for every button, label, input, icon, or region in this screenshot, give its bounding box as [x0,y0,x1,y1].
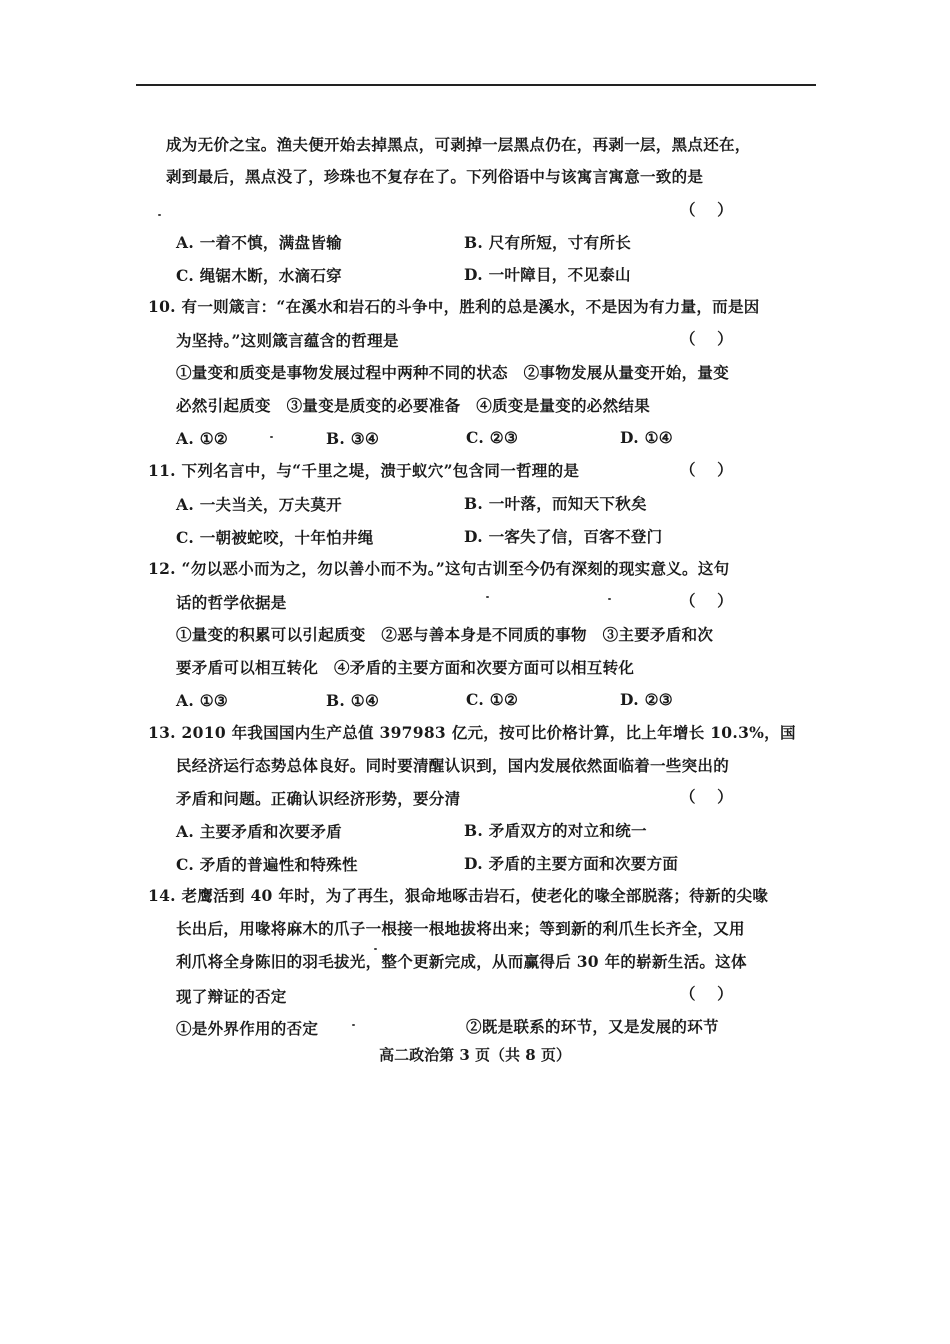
q10-stem-line-1: 10. 有一则箴言：“在溪水和岩石的斗争中，胜利的总是溪水，不是因为有力量，而是因 [148,297,760,316]
q13-option-d: D. 矛盾的主要方面和次要方面 [464,854,679,873]
header-rule [136,84,816,86]
scan-speck [608,598,611,600]
q10-option-d: D. ①④ [620,428,673,447]
q9-option-d: D. 一叶障目，不见泰山 [464,265,631,284]
q12-stem-line-1: 12. “勿以恶小而为之，勿以善小而不为。”这句古训至今仍有深刻的现实意义。这句 [148,559,730,578]
q10-statements-line-1: ①量变和质变是事物发展过程中两种不同的状态 ②事物发展从量变开始，量变 [176,363,730,382]
q13-option-c: C. 矛盾的普遍性和特殊性 [176,855,358,874]
q13-option-a: A. 主要矛盾和次要矛盾 [176,822,342,841]
q10-option-c: C. ②③ [466,428,519,447]
q11-option-b: B. 一叶落，而知天下秋矣 [464,494,647,513]
q14-stem-line-1: 14. 老鹰活到 40 年时，为了再生，狠命地啄击岩石，使老化的喙全部脱落；待新的尖喙 [148,886,769,905]
scan-speck [352,1024,355,1026]
q13-stem-line-1: 13. 2010 年我国国内生产总值 397983 亿元，按可比价格计算，比上年增长 10.3%，国 [148,723,796,742]
q9-option-c: C. 绳锯木断，水滴石穿 [176,266,342,285]
q12-statements-line-2: 要矛盾可以相互转化 ④矛盾的主要方面和次要方面可以相互转化 [176,658,635,677]
q9-text-line-1: 成为无价之宝。渔夫便开始去掉黑点，可剥掉一层黑点仍在，再剥一层，黑点还在， [166,135,751,154]
q14-statement-2: ②既是联系的环节，又是发展的环节 [466,1017,719,1036]
scan-speck [374,948,377,950]
q13-stem-line-3: 矛盾和问题。正确认识经济形势，要分清 [176,789,461,808]
scan-speck [270,436,273,438]
q12-option-a: A. ①③ [176,691,229,710]
q10-answer-blank: （ ） [680,329,733,348]
q12-option-c: C. ①② [466,690,519,709]
scan-speck [158,214,161,216]
q10-statements-line-2: 必然引起质变 ③量变是质变的必要准备 ④质变是量变的必然结果 [176,396,651,415]
q12-answer-blank: （ ） [680,591,733,610]
q14-answer-blank: （ ） [680,984,733,1003]
q10-option-a: A. ①② [176,429,229,448]
q14-stem-line-2: 长出后，用喙将麻木的爪子一根接一根地拔将出来；等到新的利爪生长齐全，又用 [176,919,745,938]
q12-option-d: D. ②③ [620,690,673,709]
q12-option-b: B. ①④ [326,691,380,710]
q11-stem: 11. 下列名言中，与“千里之堤，溃于蚁穴”包含同一哲理的是 [148,461,580,480]
q12-statements-line-1: ①量变的积累可以引起质变 ②恶与善本身是不同质的事物 ③主要矛盾和次 [176,625,714,644]
q13-stem-line-2: 民经济运行态势总体良好。同时要清醒认识到，国内发展依然面临着一些突出的 [176,756,730,775]
q10-option-b: B. ③④ [326,429,380,448]
q9-answer-blank: （ ） [680,200,733,219]
q14-statement-1: ①是外界作用的否定 [176,1019,319,1038]
q11-answer-blank: （ ） [680,460,733,479]
q12-stem-line-2: 话的哲学依据是 [176,593,287,612]
q9-option-b: B. 尺有所短，寸有所长 [464,233,631,252]
q14-stem-line-4: 现了辩证的否定 [176,987,287,1006]
q9-option-a: A. 一着不慎，满盘皆输 [176,233,342,252]
q11-option-d: D. 一客失了信，百客不登门 [464,527,663,546]
q13-option-b: B. 矛盾双方的对立和统一 [464,821,647,840]
q13-answer-blank: （ ） [680,787,733,806]
q14-stem-line-3: 利爪将全身陈旧的羽毛拔光，整个更新完成，从而赢得后 30 年的崭新生活。这体 [176,952,747,971]
q11-option-a: A. 一夫当关，万夫莫开 [176,495,342,514]
page-footer: 高二政治第 3 页（共 8 页） [379,1046,571,1064]
scan-speck [486,596,489,598]
q9-text-line-2: 剥到最后，黑点没了，珍珠也不复存在了。下列俗语中与该寓言寓意一致的是 [166,167,704,186]
q11-option-c: C. 一朝被蛇咬，十年怕井绳 [176,528,374,547]
q10-stem-line-2: 为坚持。”这则箴言蕴含的哲理是 [176,331,399,350]
